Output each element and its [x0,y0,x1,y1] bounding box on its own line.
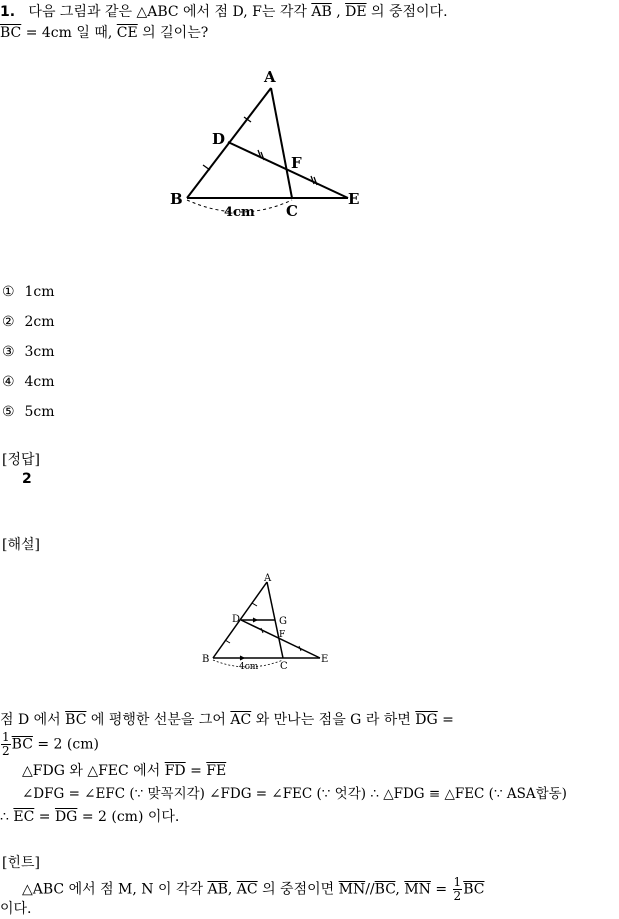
option-4-mark: ④ [2,374,15,390]
exp-label-a: A [264,573,272,584]
exp-text: 에 평행한 선분을 그어 [90,712,226,728]
exp-seg-ec: $\overline{EC}$ [13,809,35,825]
explanation-line-5 [0,808,179,826]
exp-text: = 2 (cm) 이다. [81,809,180,825]
answer-value: 2 [22,471,32,487]
hint-comma: , [227,881,233,898]
hint-line-2: 이다. [0,901,32,917]
frac-den: 2 [2,744,10,758]
segment-ce: $\overline{CE}$ [116,25,138,41]
explanation-line-1 [0,711,454,729]
hint-seg-bc: $\overline{BC}$ [374,881,396,898]
hint-seg-bc: $\overline{BC}$ [463,881,485,898]
exp-label-e: E [321,654,329,665]
hint-parallel: // [365,881,375,898]
fraction-half [1,731,11,758]
option-2-mark: ② [2,314,15,330]
option-3-mark: ③ [2,344,15,360]
segment-ab: $\overline{AB}$ [311,4,332,20]
hint-text: △ABC 에서 점 M, N 이 각각 [22,881,204,898]
exp-label-g: G [279,616,287,627]
question-line-2 [0,24,208,42]
exp-label-length: 4cm [239,662,259,672]
hint-seg-mn: $\overline{MN}$ [404,881,431,898]
exp-text: 점 D 에서 [0,712,61,728]
exp-seg-ac: $\overline{AC}$ [230,712,252,728]
exp-eq: = [442,712,454,728]
frac-num: 1 [2,730,10,744]
question-number: 1. [0,4,16,20]
explanation-figure [195,570,340,675]
exp-seg-dg: $\overline{DG}$ [54,809,78,825]
exp-seg-bc: $\overline{BC}$ [11,736,33,753]
hint-line-1 [22,876,484,903]
exp-eq: = [190,763,202,779]
exp-label-f: F [279,630,286,640]
exp-therefore: ∴ [0,809,9,825]
exp-label-d: D [232,614,241,625]
option-5-mark: ⑤ [2,404,15,420]
question-prompt: 의 길이는? [142,25,209,41]
comma: , [336,4,341,20]
question-condition: = 4cm 일 때, [25,25,113,41]
hint-seg-ab: $\overline{AB}$ [207,881,228,898]
question-text-end: 의 중점이다. [371,4,448,20]
option-3[interactable] [2,344,54,360]
option-1-mark: ① [2,284,15,300]
hint-eq: = [435,881,448,898]
option-5[interactable] [2,404,54,420]
exp-seg-fd: $\overline{FD}$ [164,763,186,779]
exp-label-c: C [280,661,288,672]
label-e: E [348,190,360,208]
hint-seg-mn: $\overline{MN}$ [338,881,366,898]
label-length: 4cm [224,205,255,220]
explanation-line-3 [22,762,226,780]
question-line-1 [0,3,448,21]
triangle-figure [160,62,380,232]
hint-seg-ac: $\overline{AC}$ [236,881,258,898]
option-2[interactable] [2,314,54,330]
answer-heading: [정답] [2,452,40,468]
hint-comma: , [395,881,400,898]
label-d: D [212,130,226,148]
segment-de: $\overline{DE}$ [345,4,367,20]
label-a: A [264,68,276,86]
label-f: F [291,154,302,172]
question-text: 다음 그림과 같은 △ABC 에서 점 D, F는 각각 [28,4,307,20]
explanation-line-2 [0,731,99,758]
option-3-text: 3cm [24,344,55,360]
option-4-text: 4cm [24,374,55,390]
frac-num: 1 [453,875,462,889]
hint-text: 의 중점이면 [262,881,335,898]
explanation-heading: [해설] [2,537,40,553]
exp-text: △FDG 와 △FEC 에서 [22,763,161,779]
exp-text: = 2 (cm) [37,736,99,753]
exp-label-b: B [202,654,210,665]
option-1[interactable] [2,284,54,300]
option-2-text: 2cm [24,314,55,330]
exp-text: 와 만나는 점을 G 라 하면 [255,712,411,728]
hint-fraction-half [453,876,463,903]
segment-bc: $\overline{BC}$ [0,25,22,41]
option-5-text: 5cm [24,404,55,420]
explanation-line-4: ∠DFG = ∠EFC (∵ 맞꼭지각) ∠FDG = ∠FEC (∵ 엇각) ∴ △FDG ≡ △FEC (∵ ASA합동) [22,786,567,802]
option-4[interactable] [2,374,54,390]
exp-eq: = [38,809,51,825]
frac-den: 2 [453,889,462,903]
exp-seg-bc: $\overline{BC}$ [65,712,87,728]
label-c: C [286,202,298,220]
label-b: B [170,190,183,208]
option-1-text: 1cm [24,284,55,300]
hint-heading: [힌트] [2,855,40,871]
exp-seg-dg: $\overline{DG}$ [415,712,438,728]
exp-seg-fe: $\overline{FE}$ [206,763,227,779]
